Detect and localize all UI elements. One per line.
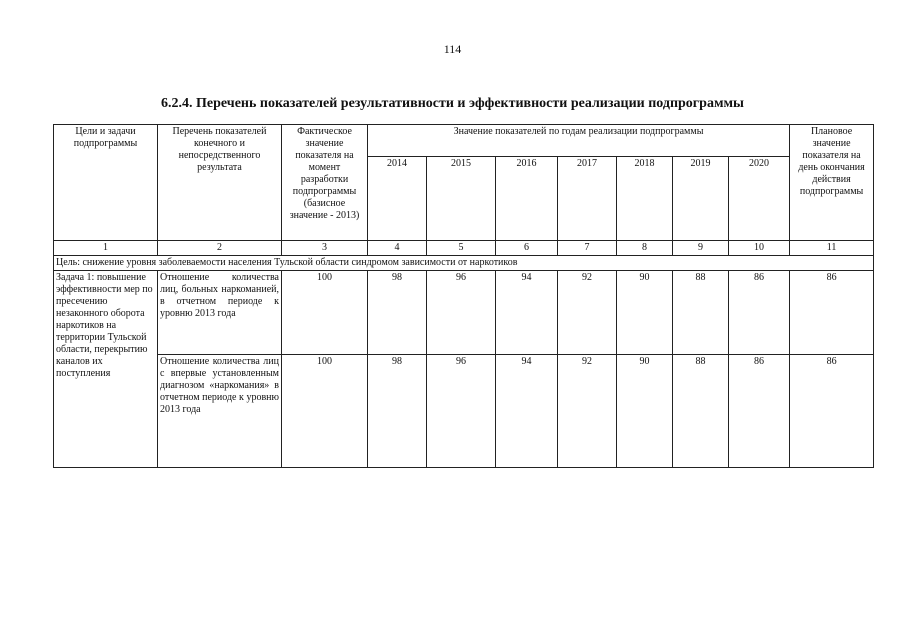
goal-text: Цель: снижение уровня заболеваемости населения Тульской области синдромом зависимости от наркотиков bbox=[54, 256, 874, 271]
table-row bbox=[54, 355, 874, 468]
value-cell: 86 bbox=[790, 271, 874, 355]
header-indicators: Перечень показателей конечного и непосредственного результата bbox=[158, 125, 282, 241]
column-number: 10 bbox=[729, 241, 790, 256]
indicator-cell: Отношение количества лиц, больных наркоманией, в отчетном периоде к уровню 2013 года bbox=[158, 271, 282, 355]
value-cell: 96 bbox=[427, 271, 496, 355]
header-year: 2017 bbox=[558, 157, 617, 241]
indicators-table bbox=[53, 124, 874, 468]
header-year: 2014 bbox=[368, 157, 427, 241]
column-number: 9 bbox=[673, 241, 729, 256]
section-heading: 6.2.4. Перечень показателей результативности и эффективности реализации подпрограммы bbox=[161, 96, 744, 111]
header-values-by-years: Значение показателей по годам реализации подпрограммы bbox=[368, 125, 790, 157]
goal-row bbox=[54, 256, 874, 271]
value-cell: 100 bbox=[282, 271, 368, 355]
value-cell: 100 bbox=[282, 355, 368, 468]
table-row bbox=[54, 271, 874, 355]
value-cell: 90 bbox=[617, 271, 673, 355]
header-row-top bbox=[54, 125, 874, 157]
value-cell: 86 bbox=[790, 355, 874, 468]
value-cell: 92 bbox=[558, 271, 617, 355]
value-cell: 90 bbox=[617, 355, 673, 468]
value-cell: 94 bbox=[496, 271, 558, 355]
column-number: 3 bbox=[282, 241, 368, 256]
column-number: 2 bbox=[158, 241, 282, 256]
header-year: 2019 bbox=[673, 157, 729, 241]
indicator-cell: Отношение количества лиц с впервые установленным диагнозом «наркомания» в отчетном периоде к уровню 2013 года bbox=[158, 355, 282, 468]
column-number: 8 bbox=[617, 241, 673, 256]
value-cell: 92 bbox=[558, 355, 617, 468]
header-planned-value: Плановое значение показателя на день окончания действия подпрограммы bbox=[790, 125, 874, 241]
header-year: 2016 bbox=[496, 157, 558, 241]
header-actual-value: Фактическое значение показателя на момент разработки подпрограммы (базисное значение - 2013) bbox=[282, 125, 368, 241]
header-year: 2020 bbox=[729, 157, 790, 241]
value-cell: 94 bbox=[496, 355, 558, 468]
column-number: 11 bbox=[790, 241, 874, 256]
header-year: 2018 bbox=[617, 157, 673, 241]
value-cell: 86 bbox=[729, 271, 790, 355]
value-cell: 88 bbox=[673, 355, 729, 468]
value-cell: 98 bbox=[368, 271, 427, 355]
column-number: 1 bbox=[54, 241, 158, 256]
header-year: 2015 bbox=[427, 157, 496, 241]
value-cell: 96 bbox=[427, 355, 496, 468]
value-cell: 86 bbox=[729, 355, 790, 468]
column-number: 7 bbox=[558, 241, 617, 256]
header-goals: Цели и задачи подпрограммы bbox=[54, 125, 158, 241]
column-number: 4 bbox=[368, 241, 427, 256]
value-cell: 98 bbox=[368, 355, 427, 468]
column-number: 6 bbox=[496, 241, 558, 256]
task-cell: Задача 1: повышение эффективности мер по пресечению незаконного оборота наркотиков на территории Тульской области, перекрытию каналов их поступления bbox=[54, 271, 158, 468]
column-number-row bbox=[54, 241, 874, 256]
column-number: 5 bbox=[427, 241, 496, 256]
page-number: 114 bbox=[443, 42, 462, 56]
value-cell: 88 bbox=[673, 271, 729, 355]
